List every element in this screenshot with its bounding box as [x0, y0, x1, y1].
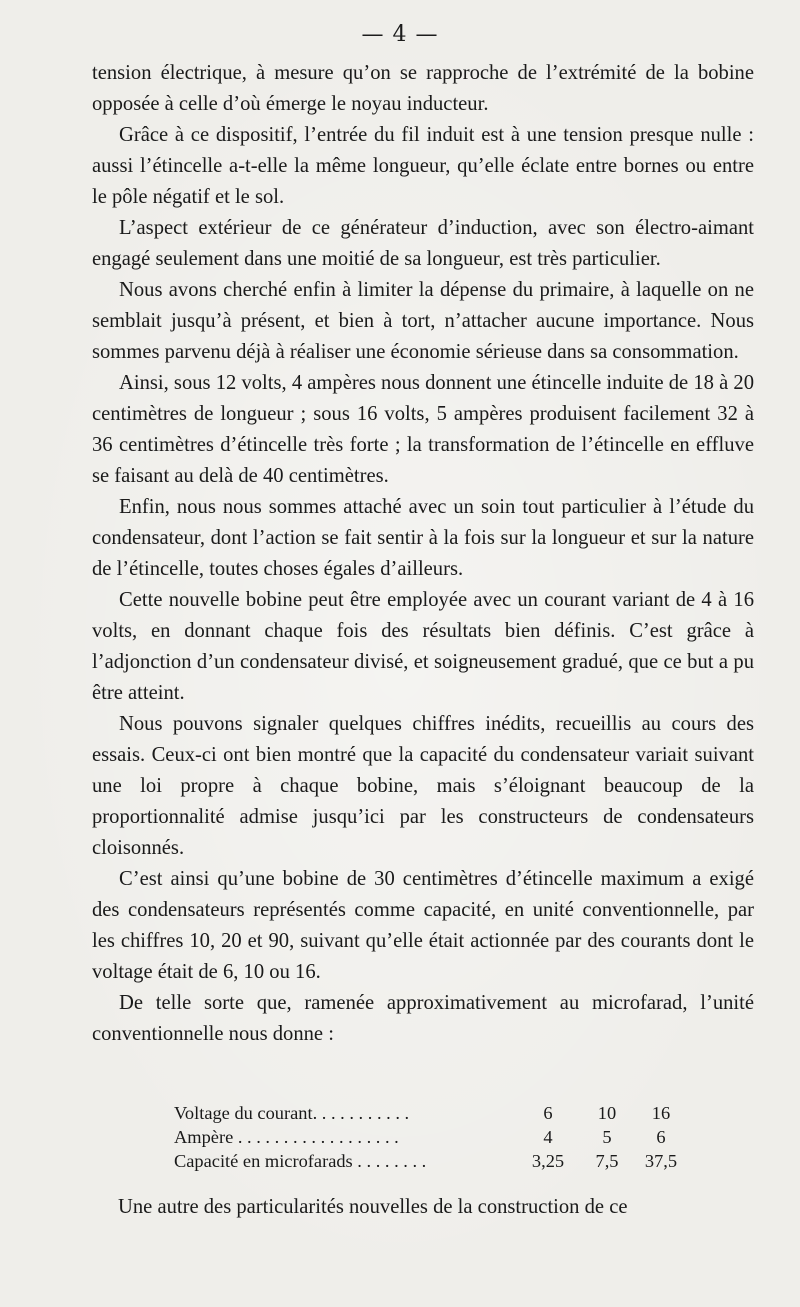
closing-line: Une autre des particularités nouvelles de la construction de ce: [118, 1196, 628, 1218]
table-cell: 5: [602, 1127, 612, 1147]
table-cell: 4: [543, 1127, 553, 1147]
table-cell: 3,25: [531, 1151, 565, 1171]
row-label: Capacité en microfarads . . . . . . . .: [174, 1151, 427, 1171]
capacity-table: [174, 1101, 694, 1173]
table-cell: 6: [656, 1127, 666, 1147]
paragraph: Nous avons cherché enfin à limiter la dépense du primaire, à laquelle on ne semblait jusqu’à présent, et bien à tort, n’attacher aucune importance. Nous sommes parvenu déjà à réaliser une économie sérieuse dans sa consommation.: [92, 279, 754, 363]
paragraph: Grâce à ce dispositif, l’entrée du fil induit est à une tension presque nulle : aussi l’étincelle a-t-elle la même longueur, qu’elle éclate entre bornes ou entre le pôle négatif et le sol.: [92, 124, 754, 208]
page-number: — 4 —: [361, 22, 439, 47]
table-row: [174, 1125, 694, 1149]
table-cell: 6: [543, 1103, 553, 1123]
paragraph: tension électrique, à mesure qu’on se rapproche de l’extrémité de la bobine opposée à celle d’où émerge le noyau inducteur.: [92, 62, 754, 115]
paragraph: Nous pouvons signaler quelques chiffres inédits, recueillis au cours des essais. Ceux-ci ont bien montré que la capacité du condensateur variait suivant une loi propre à chaque bobine, mais s’éloignant beaucoup de la proportionnalité admise jusqu’ici par les constructeurs de condensateurs cloisonnés.: [92, 713, 754, 859]
table-row: [174, 1101, 694, 1125]
paragraph: C’est ainsi qu’une bobine de 30 centimètres d’étincelle maximum a exigé des condensateurs représentés comme capacité, en unité conventionnelle, par les chiffres 10, 20 et 90, suivant qu’elle était actionnée par des courants dont le voltage était de 6, 10 ou 16.: [92, 868, 754, 983]
table-cell: 10: [597, 1103, 617, 1123]
table-cell: 16: [651, 1103, 671, 1123]
paragraph: De telle sorte que, ramenée approximativement au microfarad, l’unité conventionnelle nous donne :: [92, 992, 754, 1045]
table-row: [174, 1149, 694, 1173]
paragraph: Cette nouvelle bobine peut être employée avec un courant variant de 4 à 16 volts, en donnant chaque fois des résultats bien définis. C’est grâce à l’adjonction d’un condensateur divisé, et soigneusement gradué, que ce but a pu être atteint.: [92, 589, 754, 704]
paragraph: Ainsi, sous 12 volts, 4 ampères nous donnent une étincelle induite de 18 à 20 centimètres de longueur ; sous 16 volts, 5 ampères produisent facilement 32 à 36 centimètres d’étincelle très forte ; la transformation de l’étincelle en effluve se faisant au delà de 40 centimètres.: [92, 372, 754, 487]
table-cell: 37,5: [644, 1151, 678, 1171]
row-label: Ampère . . . . . . . . . . . . . . . . . .: [174, 1127, 399, 1147]
paragraph: Enfin, nous nous sommes attaché avec un soin tout particulier à l’étude du condensateur, dont l’action se fait sentir à la fois sur la longueur et sur la nature de l’étincelle, toutes choses égales d’ailleurs.: [92, 496, 754, 580]
row-label: Voltage du courant. . . . . . . . . . .: [174, 1103, 410, 1123]
table-cell: 7,5: [595, 1151, 619, 1171]
body-text: [92, 58, 754, 1050]
paragraph: L’aspect extérieur de ce générateur d’induction, avec son électro-aimant engagé seulement dans une moitié de sa longueur, est très particulier.: [92, 217, 754, 270]
